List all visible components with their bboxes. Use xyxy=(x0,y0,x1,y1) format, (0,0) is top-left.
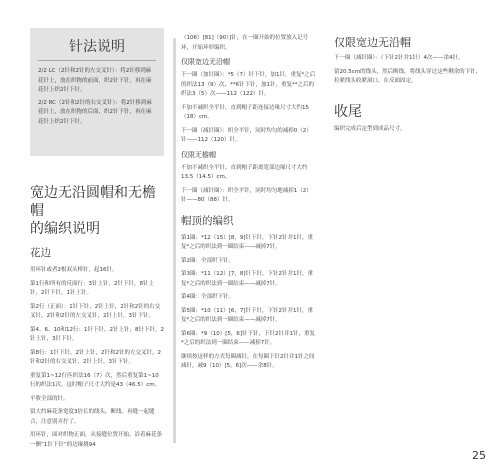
paragraph: 用环针，面对织物正面，从接缝位置开始，沿着麻花条一侧“1针下针”的边缘挑94 xyxy=(30,432,163,448)
divider xyxy=(38,60,156,61)
paragraph: 第3圈：*11（12）[7，8]针下针，下针2针并1针，重复*之后的织法到一圈结束——减掉7针。 xyxy=(181,271,314,287)
main-title-line-1: 宽边无沿圆帽和无檐帽 xyxy=(30,185,156,219)
paragraph: 下一圈（减针圈）：织全平针，同时均匀的减掉0（2）针——112（120）针。 xyxy=(181,127,312,143)
paragraph: 第1行和所有的反面行：3针上针，2针下针，8针上针，2针下针，1针上针。 xyxy=(30,280,154,296)
paragraph: （106）[81]（90）]针，在一圈开始的位置放入记号环，开始环形编织。 xyxy=(181,35,309,51)
paragraph: 下一圈（减针圈）：（下针2针并1针）4次——余4针。 xyxy=(334,55,464,61)
section-title-crown: 帽顶的编织 xyxy=(181,214,234,227)
column-divider xyxy=(173,38,176,443)
right-column xyxy=(334,36,484,138)
middle-column xyxy=(181,34,316,376)
paragraph: 第4、6、10和12行：1针下针，2针上针，8针下针，2针上针，3针下针。 xyxy=(30,326,164,342)
stitch-note-rc: 2/2 RC（2针和2针的右交叉针）：将2针移到麻花针上，放在织物的后面，织2针下针，再在麻花针上织2针下针。 xyxy=(38,99,152,125)
main-title xyxy=(30,184,164,238)
stitch-note-lc: 2/2 LC（2针和2针的左交叉针）：将2针移到麻花针上，放在织物的前面，织2针下针，再在麻花针上织2针下针。 xyxy=(38,68,152,93)
stitch-notes-box xyxy=(30,28,164,156)
paragraph: 第1圈：*12（15）[8，9]针下针，下针2针并1针，重复*之后的织法到一圈结束——减掉7针。 xyxy=(181,234,314,250)
left-column xyxy=(30,0,164,454)
paragraph: 编织完成后定型到成品尺寸。 xyxy=(334,125,406,132)
paragraph: 平收全部的针。 xyxy=(30,395,69,402)
paragraph: 继续按这样的方式每圈减针，在每圈下针2针并1针之间减针，减9（10）[5，6]次——余8针。 xyxy=(181,353,315,369)
paragraph: 第2行（正面）：1针下针，2针上针，2针和2针的右交叉针，2针和2针的左交叉针，2针上针，3针下针。 xyxy=(30,303,161,319)
section-title-edging: 花边 xyxy=(30,247,51,259)
paragraph: 用环针或者2根双头棒针，起16针。 xyxy=(30,267,118,273)
paragraph: 下一圈（加针圈）：*5（7）针下针，加1针，重复*之后的织法13（9）次，**6针下针，加1针，重复**之后的织法3（5）次——112（122）针。 xyxy=(181,72,316,97)
paragraph: 不加不减织全平针，直到帽子距连接边缘尺寸大约15（18）cm。 xyxy=(181,104,310,120)
paragraph: 第8行：1针下针，2针上针，2针和2针的左交叉针，2针和2针的右交叉针，2针上针，3针下针。 xyxy=(30,349,161,365)
paragraph: 重复第1~12行匹织法16（7）次，然后重复第1~10行的织法1次，这时帽子尺寸大约是43（46.5）cm。 xyxy=(30,372,161,388)
paragraph: 第2圈：全部织下针。 xyxy=(181,257,234,264)
main-title-line-2: 的编织说明 xyxy=(30,221,100,237)
subsection-title-beanie: 仅限无檐帽 xyxy=(181,150,216,159)
paragraph: 第5圈：*10（11）[6，7]针下针，下针2针并1针，重复*之后的织法到一圈结束——减掉7针。 xyxy=(181,307,314,323)
paragraph: 下一圈（减针圈）：织全平针，同时均匀地减掉1（2）针——80（88）针。 xyxy=(181,187,312,203)
page-number: 25 xyxy=(472,449,486,462)
paragraph: 第6圈：*9（10）[5，6]针下针，下针2针并1针，重复*之后的织法到一圈结束——减掉7针。 xyxy=(181,330,316,346)
section-title-finishing: 收尾 xyxy=(334,103,362,120)
stitch-notes-title: 针法说明 xyxy=(69,39,125,55)
paragraph: 留20.5cm的线头，然后断线。将线头穿过这些剩余的下针，拉紧线头收紧洞口，在反面固定。 xyxy=(334,68,482,84)
paragraph: 第4圈：全部织下针。 xyxy=(181,294,234,300)
subsection-title-brim-hat: 仅限宽边无沿帽 xyxy=(181,58,230,66)
section-title-brim-hat-finish: 仅限宽边无沿帽 xyxy=(334,36,411,49)
paragraph: 留大约麻花条宽度3倍长的线头，断线。再缝一起缝合，注意别弄拧了。 xyxy=(30,409,155,425)
paragraph: 不加不减织全平针，直到帽子距离宽部边缘尺寸大约13.5（14.5）cm。 xyxy=(181,164,308,180)
